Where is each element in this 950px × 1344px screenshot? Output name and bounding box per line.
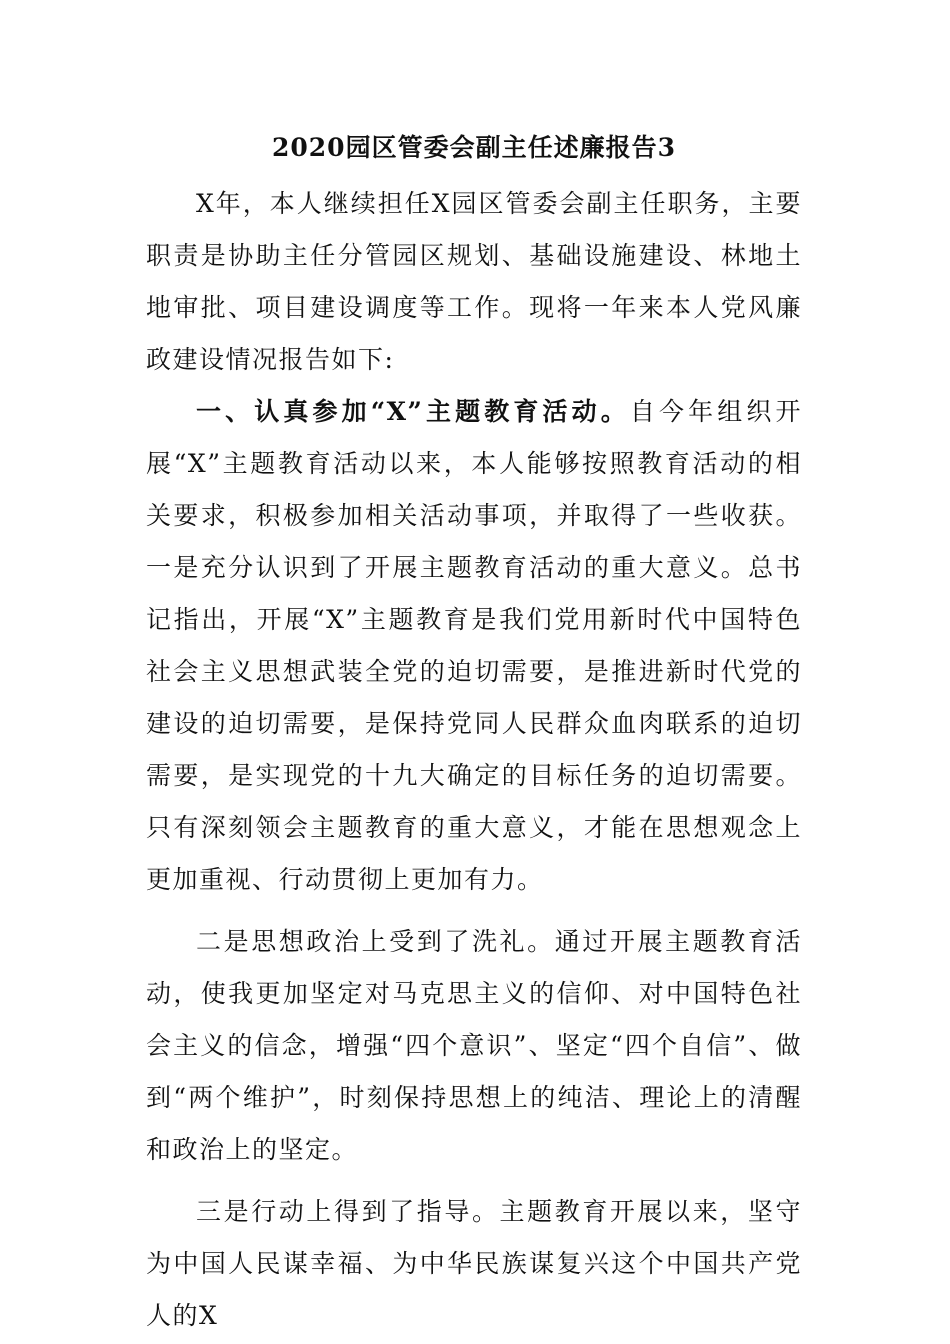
point-3-paragraph: 三是行动上得到了指导。主题教育开展以来，坚守为中国人民谋幸福、为中华民族谋复兴这个中国共产党人的X — [146, 1197, 802, 1330]
section-1-body: 自今年组织开展“X”主题教育活动以来，本人能够按照教育活动的相关要求，积极参加相关活动事项，并取得了一些收获。一是充分认识到了开展主题教育活动的重大意义。总书记指出，开展“X”主题教育是我们党用新时代中国特色社会主义思想武装全党的迫切需要，是推进新时代党的建设的迫切需要，是保持党同人民群众血肉联系的迫切需要，是实现党的十九大确定的目标任务的迫切需要。只有深刻领会主题教育的重大意义，才能在思想观念上更加重视、行动贯彻上更加有力。 — [146, 397, 802, 894]
section-1-paragraph — [146, 386, 802, 906]
document-title: 2020园区管委会副主任述廉报告3 — [272, 133, 676, 162]
section-1-heading: 一、认真参加“X”主题教育活动。 — [196, 397, 630, 426]
point-2-paragraph: 二是思想政治上受到了洗礼。通过开展主题教育活动，使我更加坚定对马克思主义的信仰、对中国特色社会主义的信念，增强“四个意识”、坚定“四个自信”、做到“两个维护”，时刻保持思想上的纯洁、理论上的清醒和政治上的坚定。 — [146, 927, 802, 1164]
intro-paragraph: X年，本人继续担任X园区管委会副主任职务，主要职责是协助主任分管园区规划、基础设施建设、林地土地审批、项目建设调度等工作。现将一年来本人党风廉政建设情况报告如下: — [146, 189, 802, 374]
